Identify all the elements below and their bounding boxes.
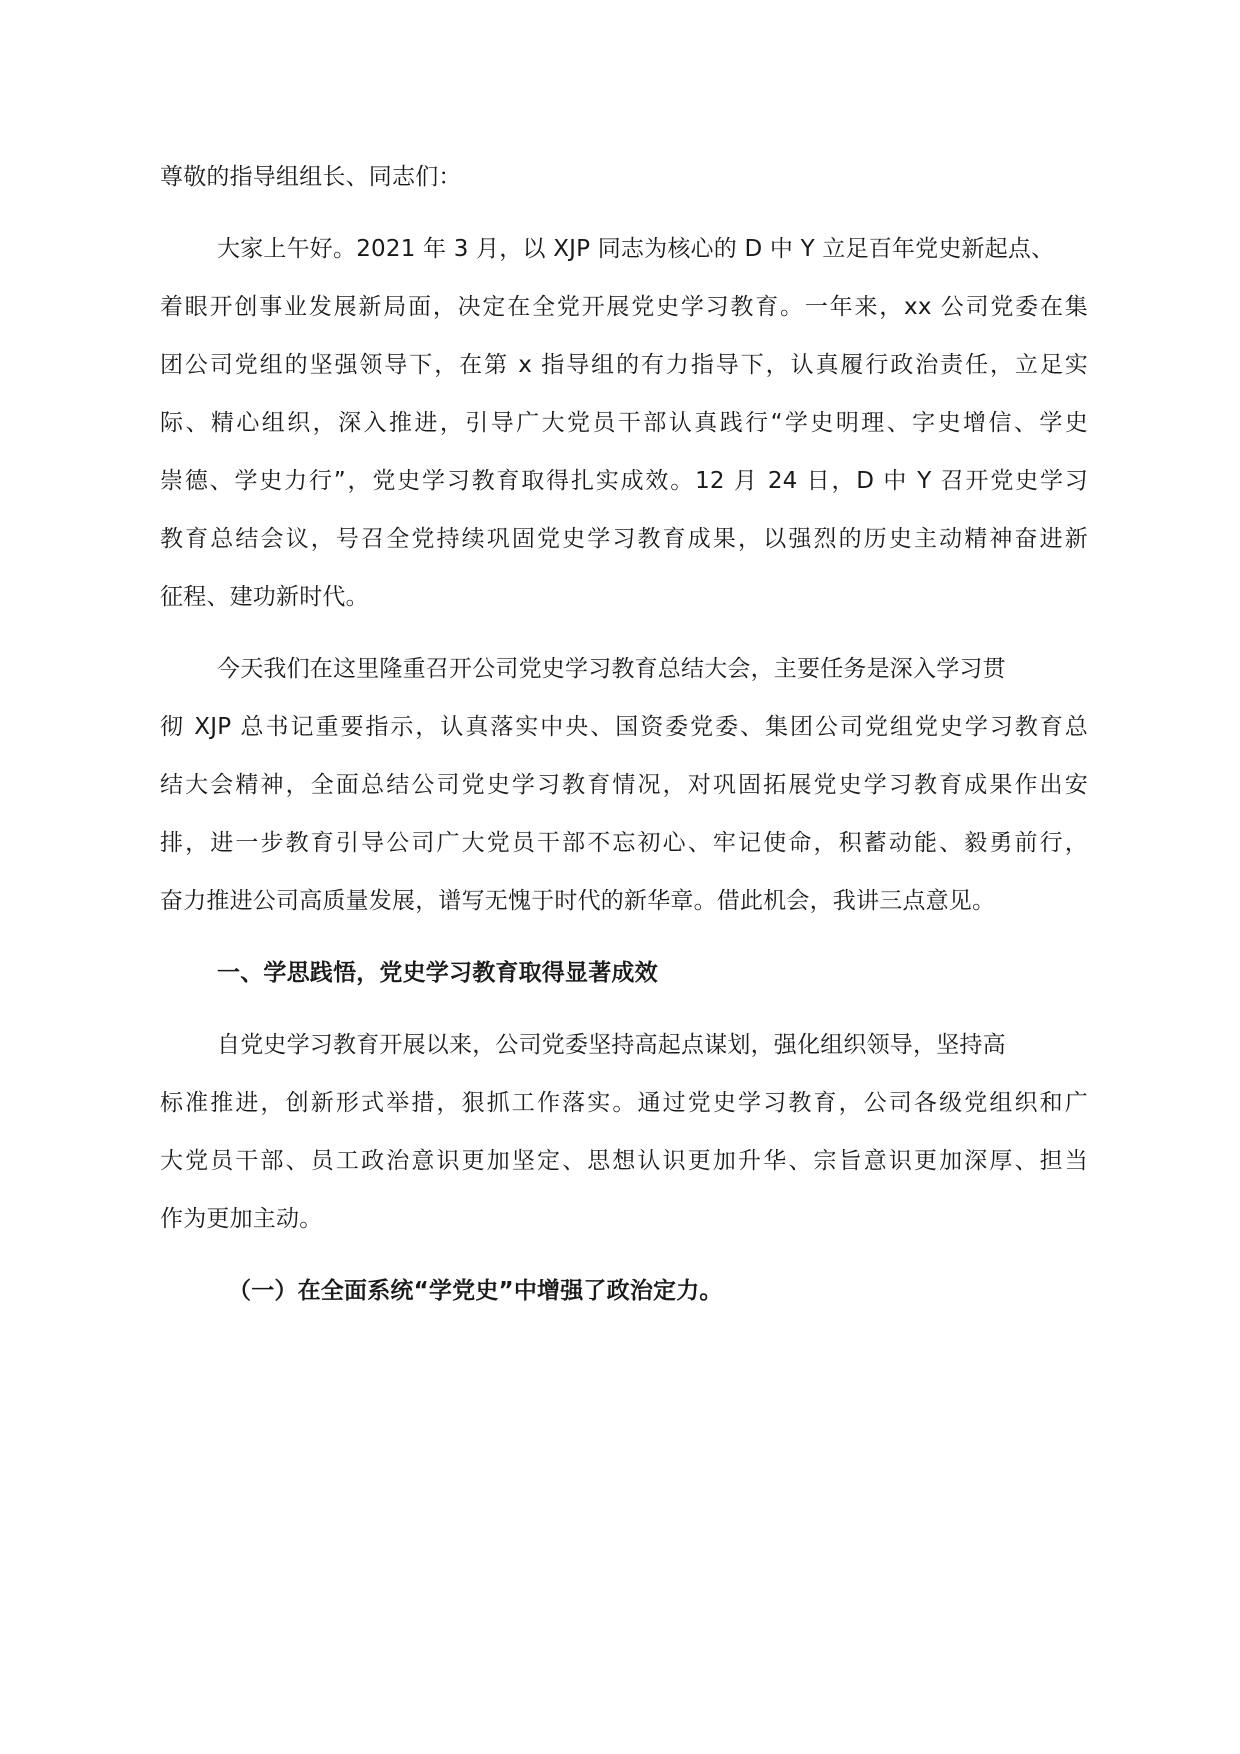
paragraph-2-line-4: 排，进一步教育引导公司广大党员干部不忘初心、牢记使命，积蓄动能、毅勇前行， xyxy=(160,830,1088,856)
paragraph-1-line-2: 着眼开创事业发展新局面，决定在全党开展党史学习教育。一年来，xx 公司党委在集 xyxy=(160,294,1088,320)
paragraph-1-line-3: 团公司党组的坚强领导下，在第 x 指导组的有力指导下，认真履行政治责任，立足实 xyxy=(160,352,1088,378)
section-heading-1: 一、学思践悟，党史学习教育取得显著成效 xyxy=(217,960,658,986)
paragraph-1-line-6: 教育总结会议，号召全党持续巩固党史学习教育成果，以强烈的历史主动精神奋进新 xyxy=(160,526,1088,552)
paragraph-2-line-5: 奋力推进公司高质量发展，谱写无愧于时代的新华章。借此机会，我讲三点意见。 xyxy=(160,888,996,914)
paragraph-1-line-4: 际、精心组织，深入推进，引导广大党员干部认真践行“学史明理、字史增信、学史 xyxy=(160,410,1088,436)
paragraph-2-line-1: 今天我们在这里隆重召开公司党史学习教育总结大会，主要任务是深入学习贯 xyxy=(217,656,1006,682)
paragraph-2-line-2: 彻 XJP 总书记重要指示，认真落实中央、国资委党委、集团公司党组党史学习教育总 xyxy=(160,714,1088,740)
paragraph-3-line-4: 作为更加主动。 xyxy=(160,1206,323,1232)
paragraph-1-line-5: 崇德、学史力行”，党史学习教育取得扎实成效。12 月 24 日，D 中 Y 召开党史学习 xyxy=(160,468,1088,494)
salutation: 尊敬的指导组组长、同志们： xyxy=(160,164,462,190)
paragraph-1-line-1: 大家上午好。2021 年 3 月，以 XJP 同志为核心的 D 中 Y 立足百年党史新起点、 xyxy=(217,236,1055,262)
paragraph-2-line-3: 结大会精神，全面总结公司党史学习教育情况，对巩固拓展党史学习教育成果作出安 xyxy=(160,772,1088,798)
paragraph-1-line-7: 征程、建功新时代。 xyxy=(160,584,369,610)
paragraph-3-line-2: 标准推进，创新形式举措，狠抓工作落实。通过党史学习教育，公司各级党组织和广 xyxy=(160,1090,1088,1116)
subsection-heading-1: （一）在全面系统“学党史”中增强了政治定力。 xyxy=(228,1278,723,1304)
paragraph-3-line-1: 自党史学习教育开展以来，公司党委坚持高起点谋划，强化组织领导，坚持高 xyxy=(217,1032,1006,1058)
paragraph-3-line-3: 大党员干部、员工政治意识更加坚定、思想认识更加升华、宗旨意识更加深厚、担当 xyxy=(160,1148,1088,1174)
